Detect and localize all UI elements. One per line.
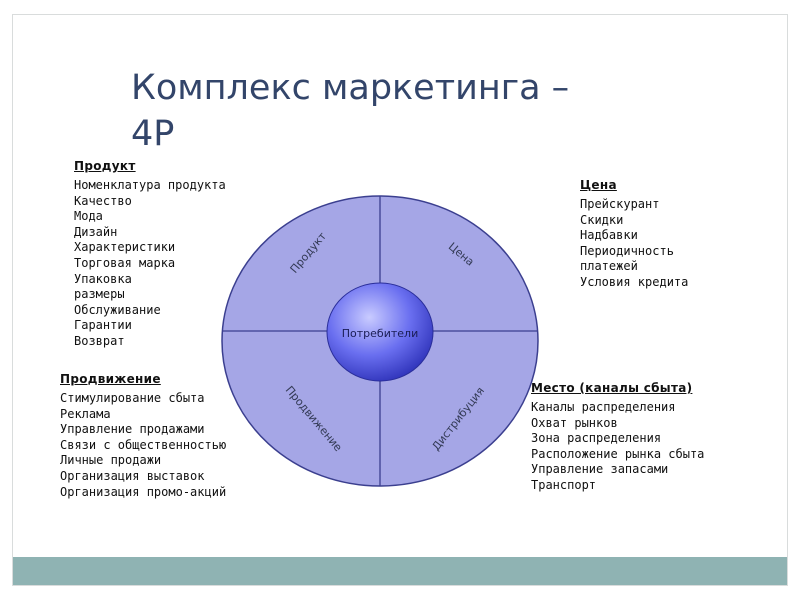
price-header: Цена — [580, 178, 617, 192]
place-header: Место (каналы сбыта) — [531, 381, 693, 395]
title-line-2: 4P — [131, 114, 175, 154]
price-items — [580, 197, 688, 291]
list-item: Обслуживание — [74, 302, 161, 317]
place-block — [531, 381, 704, 494]
list-item: Расположение рынка сбыта — [531, 446, 705, 461]
product-items — [74, 178, 226, 350]
promotion-header: Продвижение — [60, 372, 161, 386]
list-item: Организация промо-акций — [60, 484, 227, 499]
quadrant-label-distribution: Дистрибуция — [429, 384, 488, 454]
list-item: Зона распределения — [531, 431, 662, 446]
list-item: Дизайн — [74, 224, 118, 239]
quadrant-label-product: Продукт — [287, 229, 330, 276]
list-item: Торговая марка — [74, 255, 176, 270]
product-block — [74, 159, 226, 350]
list-item: Характеристики — [74, 240, 176, 255]
footer-bar — [13, 557, 787, 585]
quadrant-label-price: Цена — [445, 239, 477, 269]
list-item: Возврат — [74, 333, 125, 348]
promotion-items — [60, 391, 226, 500]
slide-title — [131, 65, 651, 157]
list-item: платежей — [580, 259, 638, 274]
slide — [12, 14, 788, 586]
list-item: Надбавки — [580, 228, 638, 243]
list-item: Связи с общественностью — [60, 437, 227, 452]
list-item: Периодичность — [580, 243, 674, 258]
list-item: Организация выставок — [60, 468, 205, 483]
list-item: Прейскурант — [580, 197, 660, 211]
list-item: Личные продажи — [60, 453, 162, 468]
list-item: Каналы распределения — [531, 400, 676, 414]
list-item: Стимулирование сбыта — [60, 391, 205, 405]
list-item: Управление запасами — [531, 462, 669, 477]
list-item: Мода — [74, 209, 103, 224]
list-item: размеры — [74, 287, 125, 302]
list-item: Охват рынков — [531, 415, 618, 430]
title-line-1: Комплекс маркетинга – — [131, 68, 570, 108]
price-block — [580, 178, 688, 291]
list-item: Гарантии — [74, 318, 132, 333]
list-item: Скидки — [580, 212, 624, 227]
list-item: Транспорт — [531, 477, 597, 492]
product-header: Продукт — [74, 159, 136, 173]
place-items — [531, 400, 704, 494]
promotion-block — [60, 372, 226, 500]
list-item: Реклама — [60, 406, 111, 421]
four-p-diagram — [221, 191, 541, 491]
list-item: Качество — [74, 193, 132, 208]
list-item: Управление продажами — [60, 422, 205, 437]
center-label: Потребители — [341, 327, 419, 340]
list-item: Упаковка — [74, 271, 132, 286]
quadrant-label-promotion: Продвижение — [282, 383, 345, 454]
list-item: Номенклатура продукта — [74, 178, 226, 192]
list-item: Условия кредита — [580, 274, 689, 289]
